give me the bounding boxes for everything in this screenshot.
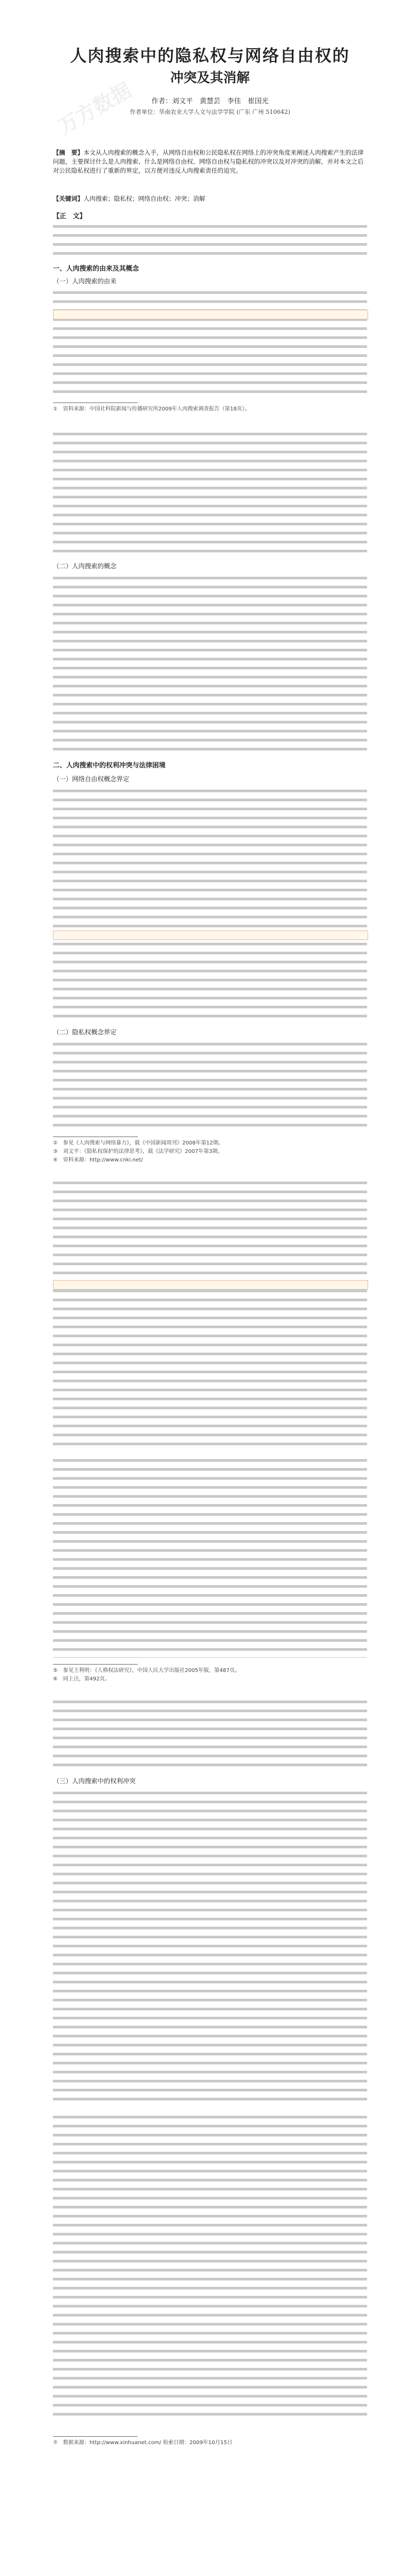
body-paragraph	[53, 430, 367, 556]
abstract	[53, 148, 367, 175]
body-paragraph	[53, 1456, 367, 1658]
footnote: ③ 刘文平：《隐私权保护的法律思考》，载《法学研究》2007年第3期。	[53, 1149, 223, 1155]
body-paragraph	[53, 2113, 367, 2419]
keywords	[53, 194, 367, 203]
paper-title: 人肉搜索中的隐私权与网络自由权的	[70, 47, 350, 66]
keywords-label: 【关键词】	[53, 195, 84, 202]
subsection-heading-2-1: （一）网络自由权概念界定	[53, 775, 130, 783]
body-paragraph	[53, 1179, 367, 1449]
abstract-label: 【摘 要】	[53, 149, 84, 156]
section-heading-1: 一、人肉搜索的由来及其概念	[53, 264, 139, 272]
author-line: 作者：刘文平 黄慧芸 李佳 崔国光	[151, 97, 269, 105]
footnote-rule	[53, 1664, 138, 1665]
highlighted-passage	[53, 310, 368, 319]
footnote: ⑦ 数据来源：http://www.xinhuanet.com/ 检索日期：2009年10月15日	[53, 2440, 233, 2446]
keywords-text: 人肉搜索；隐私权；网络自由权；冲突；消解	[83, 195, 205, 202]
footnote: ⑤ 参见王利明：《人格权法研究》，中国人民大学出版社2005年版，第487页。	[53, 1668, 240, 1674]
footnote-rule	[53, 402, 138, 403]
body-paragraph	[53, 1789, 367, 2105]
footnote: ① 资料来源：中国社科院新闻与传播研究所2009年人肉搜索调查报告（第18页）。	[53, 406, 251, 412]
footnote: ④ 资料来源：http://www.cnki.net/	[53, 1157, 143, 1163]
watermark: 万方数据	[54, 78, 136, 139]
abstract-text: 本文从人肉搜索的概念入手，从网络自由权和公民隐私权在网络上的冲突角度来阐述人肉搜索产生的法律问题，主要探讨什么是人肉搜索、什么是网络自由权、网络自由权与隐私权的冲突以及对冲突的消解，并对本文之后对公民隐私权进行了重新的界定，以方便对违反人肉搜索责任的追究。	[53, 149, 364, 174]
footnote-rule	[53, 2436, 138, 2437]
footnote: ⑥ 同上注，第492页。	[53, 1676, 111, 1682]
highlighted-passage	[53, 931, 368, 940]
paper-header	[0, 0, 420, 116]
body-paragraph	[53, 289, 367, 397]
paper-subtitle: 冲突及其消解	[170, 70, 250, 85]
subsection-heading-1-2: （二）人肉搜索的概念	[53, 562, 117, 570]
body-paragraph	[53, 787, 367, 1021]
section-heading-2: 二、人肉搜索中的权利冲突与法律困境	[53, 761, 166, 769]
body-label: 【正 文】	[53, 212, 86, 220]
body-paragraph	[53, 1698, 367, 1770]
body-paragraph	[53, 1040, 367, 1130]
subsection-heading-2-3: （三）人肉搜索中的权利冲突	[53, 1777, 136, 1785]
footnote: ② 参见《人肉搜索与网络暴力》，载《中国新闻周刊》2008年第12期。	[53, 1140, 224, 1146]
body-paragraph	[53, 222, 367, 258]
affiliation-line: 作者单位：华南农业大学人文与法学学院 (广东 广州 510642)	[129, 109, 291, 115]
subsection-heading-2-2: （二）隐私权概念界定	[53, 1028, 117, 1036]
highlighted-passage	[53, 1280, 368, 1290]
body-paragraph	[53, 574, 367, 754]
subsection-heading-1-1: （一）人肉搜索的由来	[53, 278, 117, 285]
